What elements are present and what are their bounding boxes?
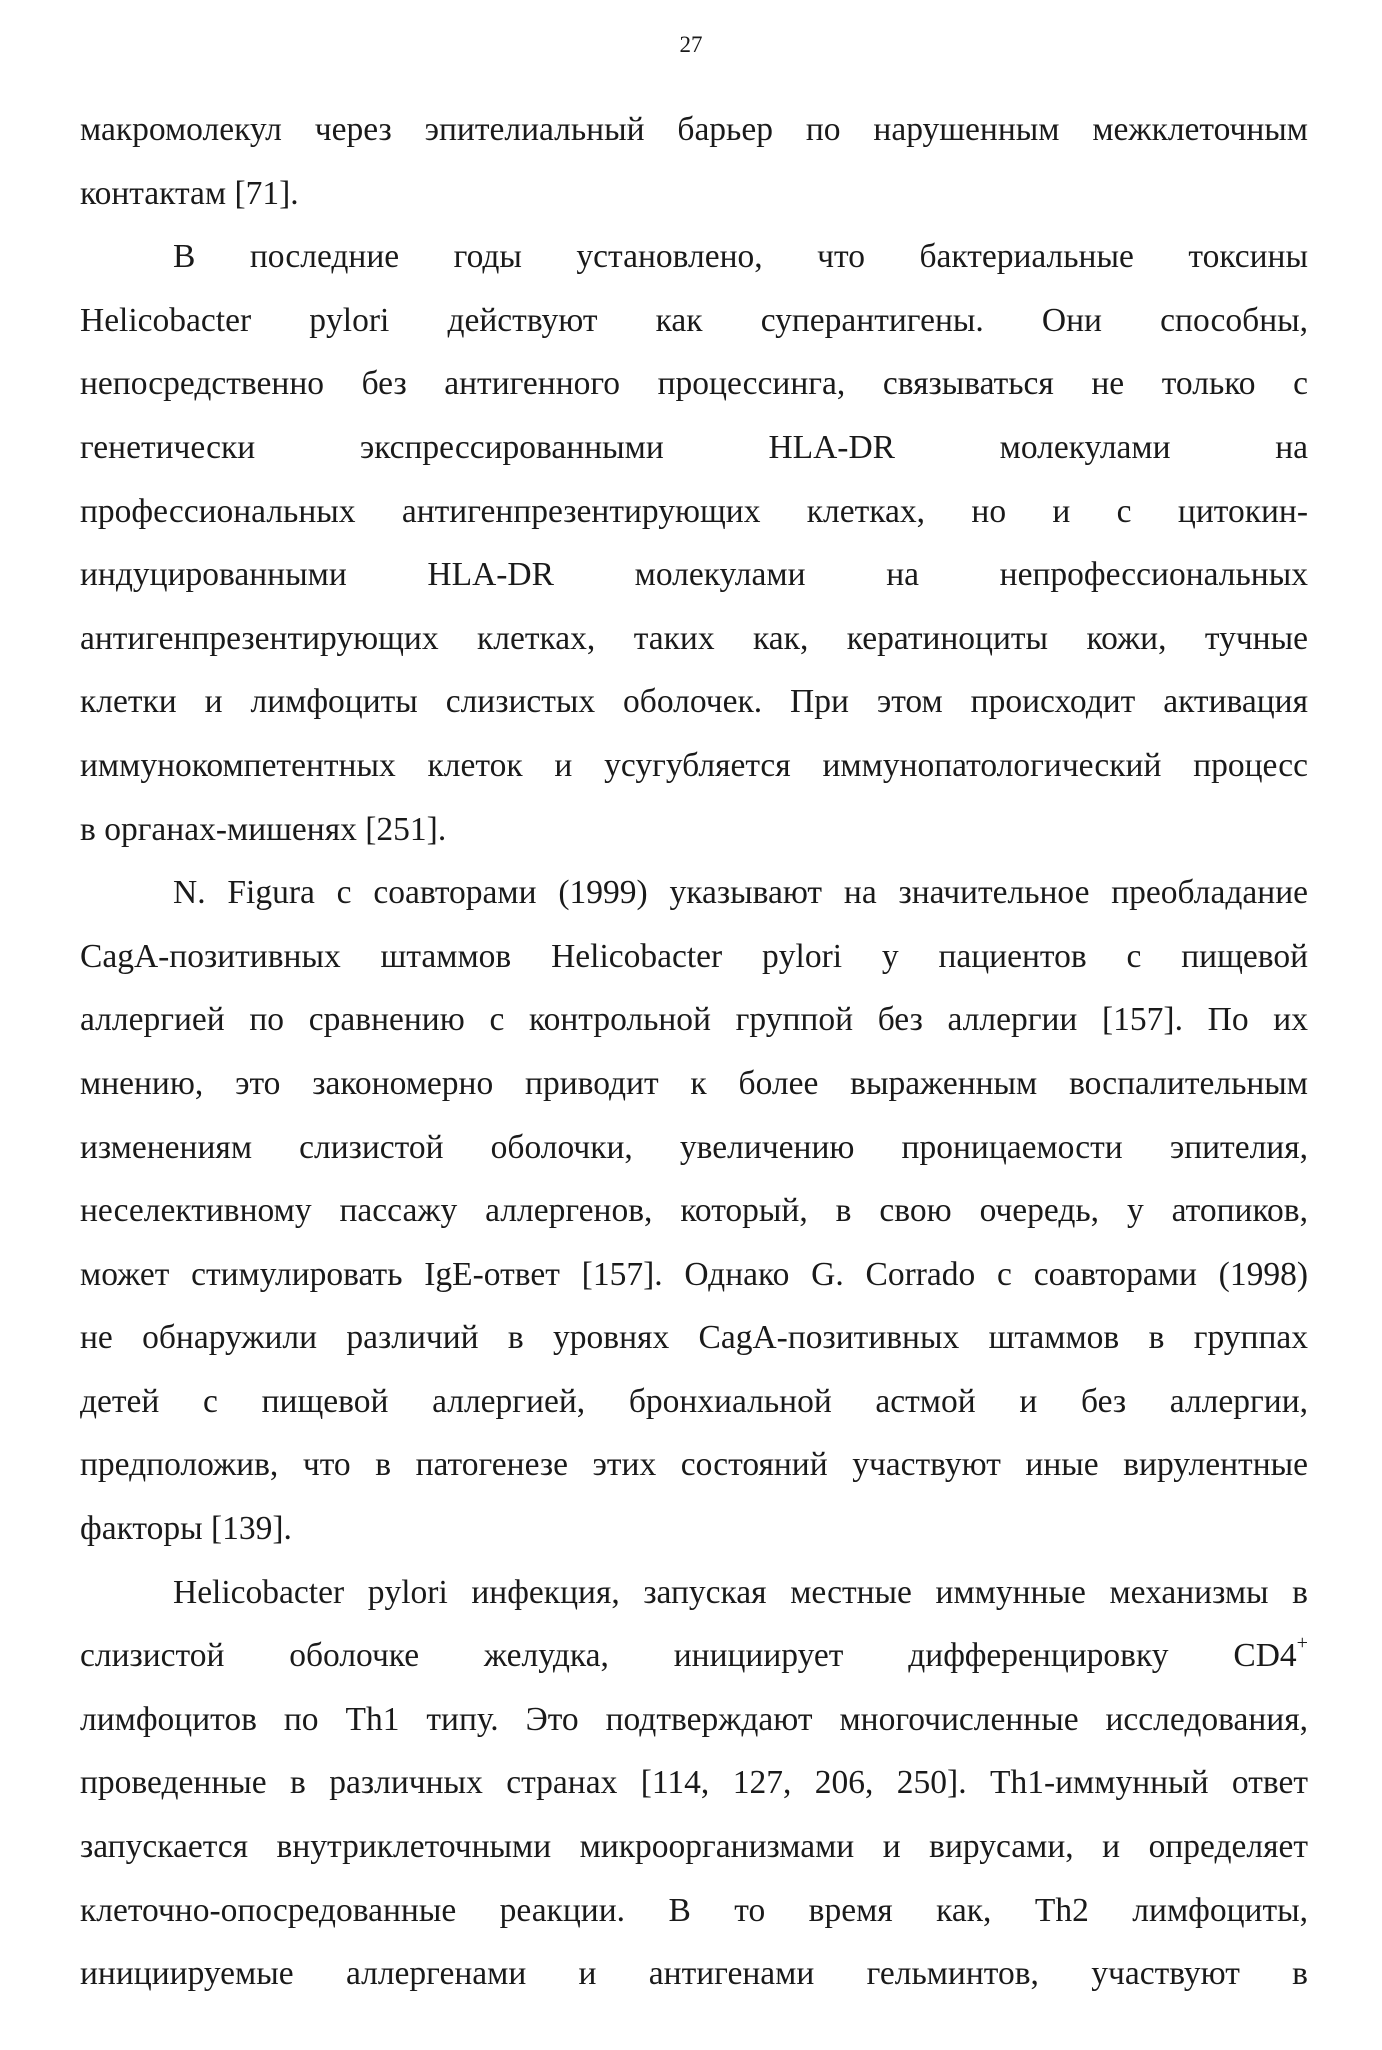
text-line (80, 798, 1308, 862)
line-text: N. Figura с соавторами (1999) указывают на значительное преобладание (173, 874, 1308, 912)
text-line (80, 1370, 1308, 1434)
line-text: изменениям слизистой оболочки, увеличению проницаемости эпителия, (80, 1128, 1308, 1166)
line-text: CagA-позитивных штаммов Helicobacter pylori у пациентов с пищевой (80, 937, 1308, 975)
superscript: + (1296, 1632, 1308, 1655)
text-line (80, 1116, 1308, 1180)
text-line (80, 861, 1308, 925)
line-text: макромолекул через эпителиальный барьер по нарушенным межклеточным (80, 111, 1308, 148)
text-line (80, 543, 1308, 607)
line-text: не обнаружили различий в уровнях CagA-позитивных штаммов в группах (80, 1319, 1308, 1357)
line-text: контактам [71]. (80, 174, 299, 212)
paragraph (80, 861, 1308, 1561)
text-line (80, 1433, 1308, 1497)
line-text: слизистой оболочке желудка, инициирует дифференцировку CD4 (80, 1637, 1297, 1675)
text-line (80, 1624, 1308, 1688)
paragraph (80, 1561, 1308, 2006)
line-text: детей с пищевой аллергией, бронхиальной астмой и без аллергии, (80, 1382, 1308, 1420)
line-text: факторы [139]. (80, 1510, 292, 1548)
text-line (80, 925, 1308, 989)
text-line (80, 1243, 1308, 1307)
line-text: запускается внутриклеточными микроорганизмами и вирусами, и определяет (80, 1828, 1308, 1866)
text-line (80, 670, 1308, 734)
line-text: генетически экспрессированными HLA-DR молекулами на (80, 428, 1308, 466)
text-line (80, 480, 1308, 544)
paragraph (80, 225, 1308, 861)
text-line (80, 1561, 1308, 1625)
text-line (80, 734, 1308, 798)
line-text: антигенпрезентирующих клетках, таких как, кератиноциты кожи, тучные (80, 619, 1308, 657)
text-line (80, 1306, 1308, 1370)
line-text: индуцированными HLA-DR молекулами на непрофессиональных (80, 556, 1308, 594)
text-line (80, 162, 1308, 226)
text-line (80, 988, 1308, 1052)
text-line (80, 1052, 1308, 1116)
line-text: клеточно-опосредованные реакции. В то время как, Th2 лимфоциты, (80, 1891, 1308, 1929)
text-line (80, 98, 1308, 162)
line-text: может стимулировать IgE-ответ [157]. Однако G. Corrado с соавторами (1998) (80, 1255, 1308, 1293)
line-text: аллергией по сравнению с контрольной группой без аллергии [157]. По их (80, 1001, 1308, 1039)
line-text: лимфоцитов по Th1 типу. Это подтверждают многочисленные исследования, (80, 1700, 1308, 1738)
line-text: клетки и лимфоциты слизистых оболочек. При этом происходит активация (80, 683, 1308, 721)
line-text: иммунокомпетентных клеток и усугубляется иммунопатологический процесс (80, 746, 1308, 784)
text-line (80, 1688, 1308, 1752)
text-line (80, 607, 1308, 671)
line-text: в органах-мишенях [251]. (80, 810, 447, 848)
paragraph (80, 98, 1308, 225)
line-text: инициируемые аллергенами и антигенами гельминтов, участвуют в (80, 1955, 1308, 1993)
line-text: мнению, это закономерно приводит к более выраженным воспалительным (80, 1064, 1308, 1102)
page-number: 27 (679, 32, 703, 57)
line-text: профессиональных антигенпрезентирующих клетках, но и с цитокин- (80, 492, 1308, 530)
text-line (80, 1751, 1308, 1815)
line-text: неселективному пассажу аллергенов, который, в свою очередь, у атопиков, (80, 1192, 1308, 1230)
text-line (80, 225, 1308, 289)
line-text: Helicobacter pylori инфекция, запуская местные иммунные механизмы в (173, 1573, 1308, 1611)
text-line (80, 289, 1308, 353)
text-line (80, 416, 1308, 480)
text-line (80, 1879, 1308, 1943)
line-text: предположив, что в патогенезе этих состояний участвуют иные вирулентные (80, 1446, 1308, 1484)
line-text: Helicobacter pylori действуют как суперантигены. Они способны, (80, 301, 1308, 339)
line-text: непосредственно без антигенного процессинга, связываться не только с (80, 365, 1308, 403)
text-line (80, 1815, 1308, 1879)
text-line (80, 1179, 1308, 1243)
line-text: проведенные в различных странах [114, 127, 206, 250]. Th1-иммунный ответ (80, 1764, 1308, 1802)
text-line (80, 1497, 1308, 1561)
line-text: В последние годы установлено, что бактериальные токсины (173, 238, 1308, 276)
text-line (80, 1942, 1308, 2006)
document-body (80, 98, 1308, 2006)
text-line (80, 352, 1308, 416)
